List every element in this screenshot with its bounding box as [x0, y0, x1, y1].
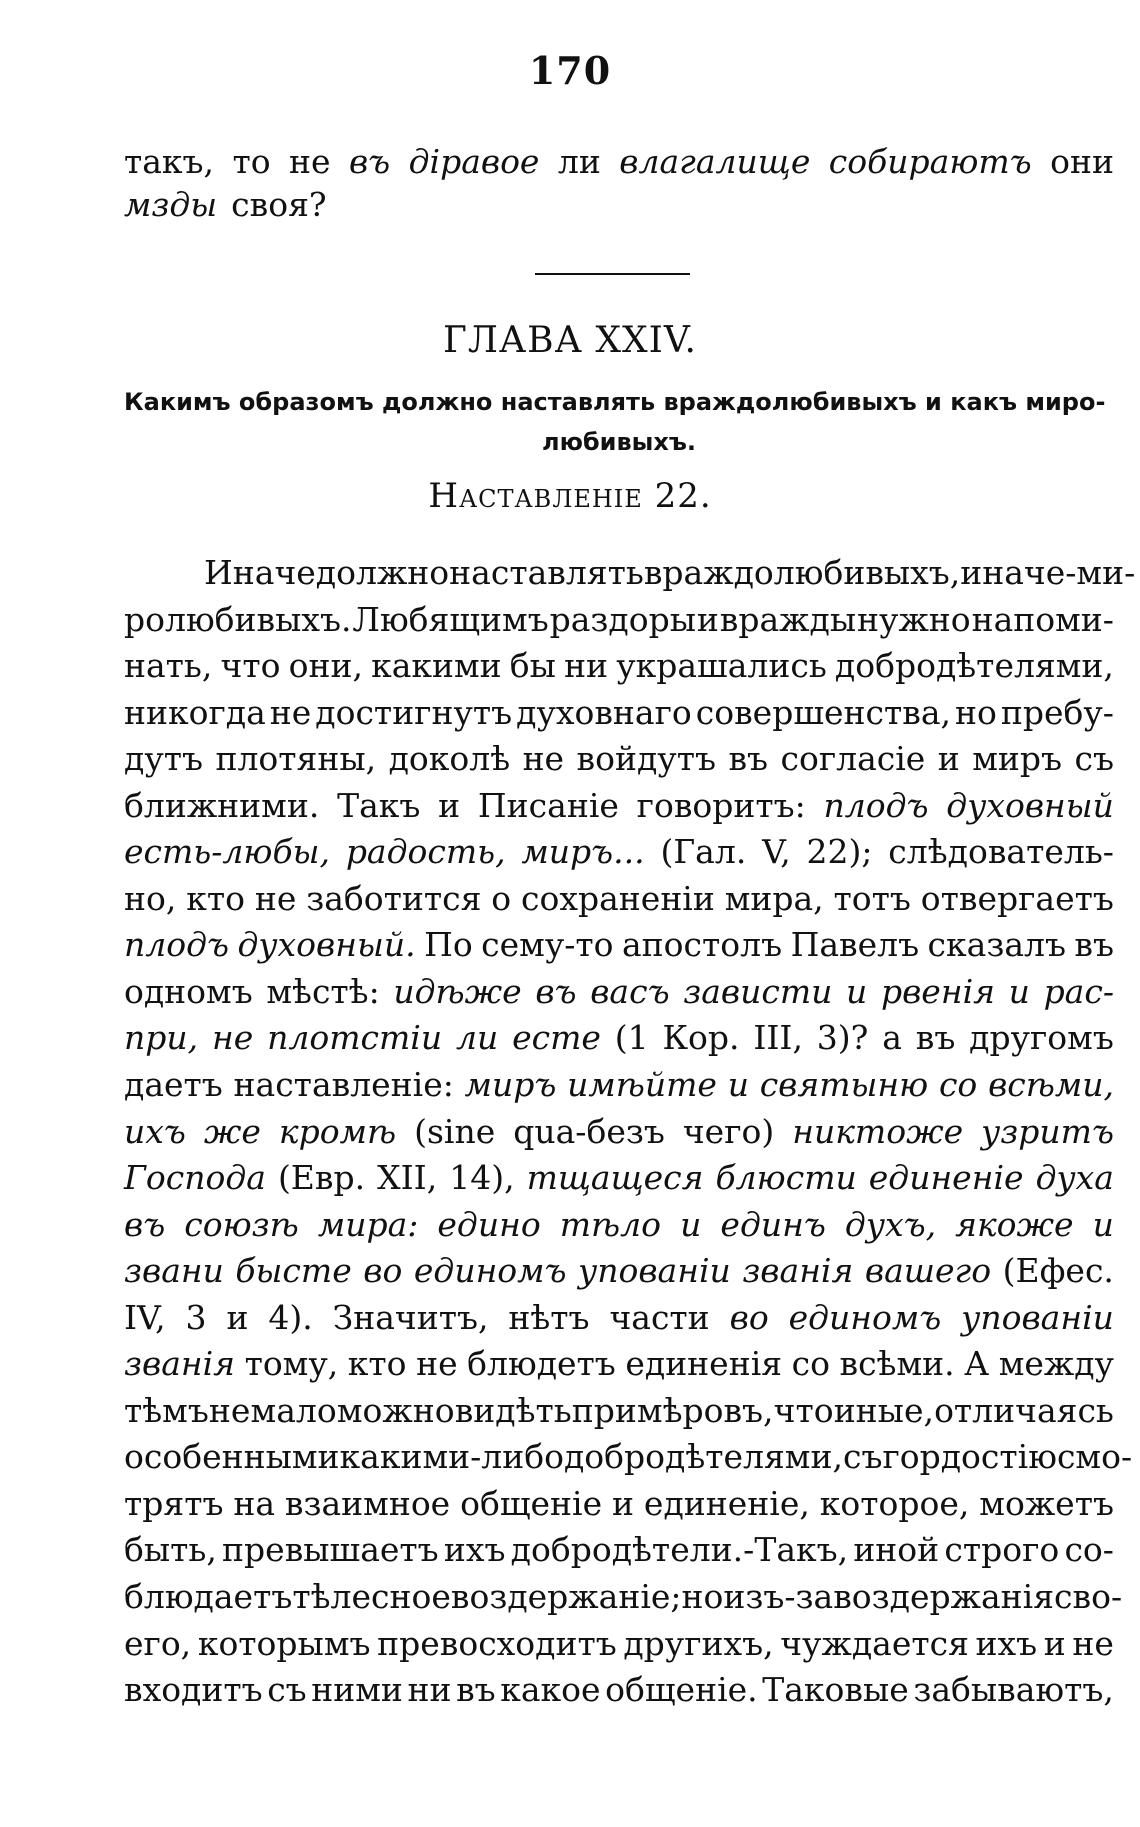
word: рас- [1043, 971, 1114, 1011]
word: слѣдователь- [888, 832, 1114, 872]
word: дутъ [124, 739, 203, 779]
word: 3)? [816, 1018, 869, 1058]
text-line [124, 1295, 1114, 1342]
text-line [124, 829, 1114, 876]
word: войдутъ [576, 739, 716, 779]
word: иной [853, 1530, 940, 1570]
text-line [124, 922, 1114, 969]
word: раздоры [549, 599, 696, 639]
text-line [124, 1202, 1114, 1249]
word: сказалъ [927, 925, 1066, 965]
word: Господа [124, 1158, 266, 1198]
word: миръ [464, 1065, 557, 1105]
word: отвергаетъ [920, 878, 1114, 918]
word: какое [500, 1670, 601, 1710]
text-line [124, 1434, 1133, 1481]
word: добродѣтелями, [834, 646, 1114, 686]
word: есть-любы, [124, 832, 330, 872]
word: блюдетъ [467, 1344, 616, 1384]
word: другихъ, [623, 1623, 774, 1663]
word: XII, [377, 1158, 438, 1198]
text-line [124, 1155, 1114, 1202]
word: не [254, 878, 297, 918]
word: и [1092, 1204, 1114, 1244]
word: имѣйте [567, 1065, 717, 1105]
word: не [208, 1390, 251, 1430]
word: нѣтъ [508, 1297, 590, 1337]
word: вражды [719, 599, 857, 639]
word: въ [535, 971, 577, 1011]
text-line [124, 1667, 1114, 1714]
text-line [124, 1109, 1114, 1156]
word: во [363, 1251, 403, 1291]
word: между [998, 1344, 1114, 1384]
word: и [1008, 971, 1030, 1011]
word: ихъ [443, 1530, 506, 1570]
word: пребу- [1000, 692, 1114, 732]
word: совершенства, [695, 692, 952, 732]
text-line [124, 1527, 1114, 1574]
word: видѣть [454, 1390, 572, 1430]
word: всѣми, [988, 1065, 1114, 1105]
word: и [612, 1483, 635, 1523]
word: званiя [124, 1344, 236, 1384]
word: (sine [414, 1111, 496, 1151]
word: общенiе. [605, 1670, 758, 1710]
word: духа [1035, 1158, 1114, 1198]
word: входитъ [124, 1670, 263, 1710]
word: добродѣтели.-Такъ, [510, 1530, 849, 1570]
word: украшались [616, 646, 827, 686]
word: IV, [124, 1297, 166, 1337]
text-line [124, 783, 1114, 830]
word: плотстiи [267, 1018, 443, 1058]
word: не [269, 692, 312, 732]
word: зависти [683, 971, 833, 1011]
word: доколѣ [388, 739, 511, 779]
word: бысте [235, 1251, 352, 1291]
chapter-title: ГЛАВА XXIV. [443, 320, 697, 361]
text-line [124, 1062, 1114, 1109]
text-line [124, 140, 1114, 183]
word: со [791, 1344, 830, 1384]
word: они [1050, 142, 1114, 181]
word: не [416, 1344, 458, 1384]
word: Такъ [337, 785, 421, 825]
text-line [124, 1248, 1114, 1295]
word: тѣлесное [292, 1577, 451, 1617]
word: изъ-за [723, 1577, 834, 1617]
text-line [124, 1621, 1114, 1668]
word: (Ефес. [1002, 1251, 1114, 1291]
word: во [729, 1297, 769, 1337]
word: плодъ [124, 925, 230, 965]
word: которымъ [197, 1623, 371, 1663]
word: чуждается [780, 1623, 969, 1663]
word: тѣмъ [124, 1390, 209, 1430]
word: блюдаетъ [124, 1577, 293, 1617]
chapter-subtitle [124, 382, 1114, 462]
instruction-heading: Наставленiе 22. [428, 476, 712, 516]
word: союзѣ [184, 1204, 299, 1244]
word: нужно [857, 599, 971, 639]
word: въ [728, 739, 769, 779]
word: и [937, 739, 960, 779]
word: бы [509, 646, 556, 686]
word: духовный [946, 785, 1114, 825]
section-divider [535, 273, 690, 275]
word: упованiи [961, 1297, 1114, 1337]
word: единъ [720, 1204, 826, 1244]
word: другомъ [969, 1018, 1114, 1058]
word: гордостiю [882, 1437, 1057, 1477]
word: и [680, 1204, 702, 1244]
text-line [124, 183, 1114, 226]
word: достигнутъ [315, 692, 513, 732]
word: въ [456, 1670, 496, 1710]
word: забываютъ, [913, 1670, 1114, 1710]
text-line [124, 969, 1114, 1016]
word: ихъ [124, 1111, 186, 1151]
word: влагалище [619, 142, 811, 181]
word: якоже [955, 1204, 1074, 1244]
word: ними [311, 1670, 403, 1710]
word: ни [407, 1670, 452, 1710]
word: воздержанiе; [450, 1577, 682, 1617]
word: миръ [972, 739, 1063, 779]
word: (Гал. [660, 832, 747, 872]
word: какими [371, 646, 502, 686]
word: ли [557, 142, 601, 181]
word: превосходитъ [377, 1623, 617, 1663]
word: враждолюбивыхъ, [643, 553, 961, 592]
word: духовнаго [516, 692, 692, 732]
word: его, [124, 1623, 192, 1663]
word: кто [347, 1344, 407, 1384]
word: васъ [590, 971, 670, 1011]
body-paragraph [124, 550, 1136, 1714]
word: должно [315, 553, 450, 592]
word: qua-безъ [513, 1111, 665, 1151]
word: и [696, 599, 719, 639]
word: звани [124, 1251, 224, 1291]
word: иные, [833, 1390, 934, 1430]
word: въ [915, 1018, 956, 1058]
text-line [124, 1481, 1114, 1528]
word: быть, [124, 1530, 217, 1570]
word: со- [1064, 1530, 1114, 1570]
text-line [124, 1388, 1114, 1435]
word: въ [1074, 925, 1114, 965]
word: мало [250, 1390, 337, 1430]
word: строго [944, 1530, 1060, 1570]
text-line [124, 1015, 1114, 1062]
word: III, [753, 1018, 803, 1058]
text-line [124, 1341, 1114, 1388]
word: примѣровъ, [571, 1390, 774, 1430]
word: смо- [1056, 1437, 1133, 1477]
word: мѣстѣ: [266, 971, 380, 1011]
word: и [438, 785, 461, 825]
word: Павелъ [790, 925, 920, 965]
word: которое, [819, 1483, 970, 1523]
word: но, [124, 878, 177, 918]
word: 22); [806, 832, 873, 872]
word: собираютъ [828, 142, 1032, 181]
word: ли [455, 1018, 499, 1058]
text-line [124, 690, 1114, 737]
word: Иначе [204, 553, 316, 592]
word: заботится [306, 878, 482, 918]
text-line [124, 597, 1114, 644]
word: можетъ [979, 1483, 1114, 1523]
word: святыню [759, 1065, 929, 1105]
word: По [424, 925, 473, 965]
word: единомъ [788, 1297, 942, 1337]
word: съ [842, 1437, 883, 1477]
word: взаимное [284, 1483, 451, 1523]
word: духъ, [844, 1204, 937, 1244]
word: сво- [1054, 1577, 1123, 1617]
word: какими-либо [339, 1437, 564, 1477]
word: V, [762, 832, 791, 872]
word: рвенiя [880, 971, 995, 1011]
word: мира, [724, 878, 824, 918]
word: въ [124, 1204, 166, 1244]
word: сохраненiи [521, 878, 715, 918]
text-line [124, 876, 1114, 923]
word: съ [267, 1670, 307, 1710]
word: радость, [345, 832, 506, 872]
word: своя? [231, 185, 327, 224]
word: не [289, 142, 331, 181]
word: не [211, 1018, 254, 1058]
text-line [124, 1574, 1123, 1621]
word: тѣло [559, 1204, 662, 1244]
word: воздержанiя [833, 1577, 1055, 1617]
word: никогда [124, 692, 266, 732]
word: трятъ [124, 1483, 224, 1523]
word: добродѣтелями, [563, 1437, 843, 1477]
word: 4). [268, 1297, 313, 1337]
word: плодъ [823, 785, 929, 825]
word: никтоже [792, 1111, 964, 1151]
word: съ [1074, 739, 1114, 779]
word: блюсти [715, 1158, 857, 1198]
word: Значитъ, [332, 1297, 489, 1337]
word: всѣми. [839, 1344, 955, 1384]
page-number: 170 [528, 48, 612, 93]
word: но [955, 692, 997, 732]
word: то [232, 142, 271, 181]
word: Таковые [762, 1670, 909, 1710]
word: есте [512, 1018, 601, 1058]
word: (1 [614, 1018, 649, 1058]
word: упованiи [578, 1251, 731, 1291]
word: ближними. [124, 785, 320, 825]
word: сему-то [481, 925, 614, 965]
word: чего) [682, 1111, 775, 1151]
word: наставлять [449, 553, 644, 592]
word: апостолъ [622, 925, 783, 965]
word: же [203, 1111, 261, 1151]
word: иначе-ми- [960, 553, 1136, 592]
word: на [233, 1483, 276, 1523]
word: миръ... [521, 832, 645, 872]
word: (Евр. [277, 1158, 366, 1198]
word: но [681, 1577, 724, 1617]
carryover-paragraph [124, 140, 1114, 226]
word: говоритъ: [636, 785, 806, 825]
word: наставленiе: [233, 1065, 454, 1105]
word: одномъ [124, 971, 253, 1011]
word: напоми- [971, 599, 1114, 639]
text-line [124, 550, 1136, 597]
word: кто [186, 878, 245, 918]
text-line [124, 736, 1114, 783]
word: ролюбивыхъ. [124, 599, 352, 639]
word: единенiя [625, 1344, 783, 1384]
word: не [1072, 1623, 1114, 1663]
word: Писанiе [477, 785, 619, 825]
word: Кор. [662, 1018, 740, 1058]
word: плотяны, [215, 739, 377, 779]
word: званiя [742, 1251, 854, 1291]
word: единенiе, [643, 1483, 810, 1523]
word: а [882, 1018, 902, 1058]
word: А [964, 1344, 990, 1384]
word: едино [437, 1204, 541, 1244]
word: части [609, 1297, 710, 1337]
word: кромѣ [278, 1111, 397, 1151]
word: общенiе [460, 1483, 603, 1523]
word: что [220, 646, 281, 686]
word: при, [124, 1018, 199, 1058]
word: мзды [124, 185, 218, 224]
word: ихъ [975, 1623, 1038, 1663]
word: въ [348, 142, 391, 181]
word: особенными [124, 1437, 340, 1477]
word: и [846, 971, 868, 1011]
word: и [727, 1065, 749, 1105]
word: тому, [244, 1344, 339, 1384]
word: они, [288, 646, 363, 686]
word: и [1043, 1623, 1066, 1663]
word: согласiе [780, 739, 926, 779]
word: дiравое [408, 142, 540, 181]
word: духовный. [237, 925, 416, 965]
word: превышаетъ [222, 1530, 439, 1570]
word: единомъ [413, 1251, 567, 1291]
text-line [124, 643, 1114, 690]
word: со [938, 1065, 978, 1105]
chapter-subtitle-line: любивыхъ. [541, 428, 696, 456]
word: 14), [449, 1158, 515, 1198]
word: идѣже [393, 971, 522, 1011]
word: единенiе [868, 1158, 1024, 1198]
word: нать, [124, 646, 213, 686]
chapter-subtitle-line: Какимъ образомъ должно наставлять враждолюбивыхъ и какъ миро- [124, 388, 1106, 416]
word: 3 [185, 1297, 207, 1337]
word: вашего [864, 1251, 992, 1291]
word: отличаясь [934, 1390, 1114, 1430]
word: тщащеся [526, 1158, 704, 1198]
word: не [522, 739, 565, 779]
word: даетъ [124, 1065, 223, 1105]
word: можно [336, 1390, 455, 1430]
word: и [226, 1297, 249, 1337]
word: о [491, 878, 512, 918]
word: такъ, [124, 142, 215, 181]
word: тотъ [833, 878, 911, 918]
word: ни [564, 646, 609, 686]
word: мира: [317, 1204, 419, 1244]
word: узритъ [981, 1111, 1114, 1151]
word: что [773, 1390, 834, 1430]
word: Любящимъ [352, 599, 549, 639]
